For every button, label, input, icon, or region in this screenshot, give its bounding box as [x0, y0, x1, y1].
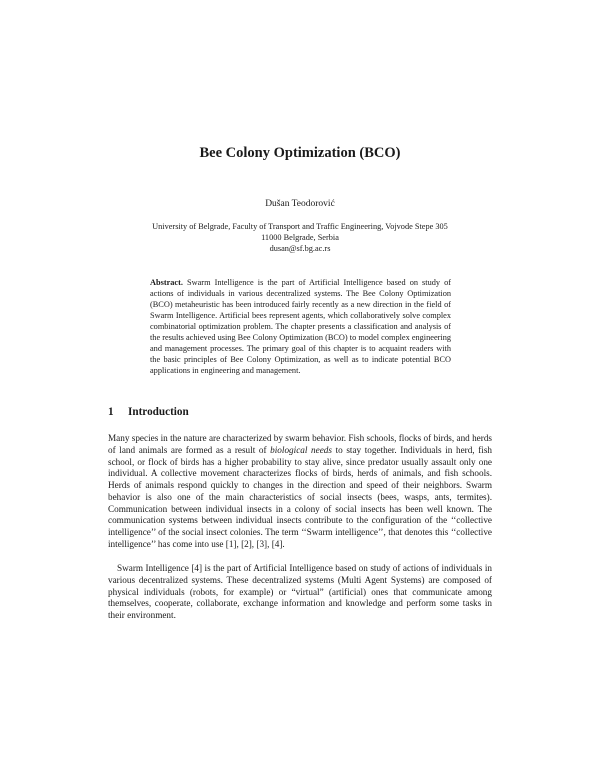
author-name: Dušan Teodorović — [265, 199, 335, 209]
intro-p1-emphasis: biological needs — [270, 444, 332, 455]
intro-p1-part1: Many species in the nature are characterized by swarm behavior. Fish schools, flocks of birds, and herds of land animals are formed as a result of — [108, 433, 492, 455]
affiliation-institution: University of Belgrade, Faculty of Transport and Traffic Engineering, Vojvode Stepe 305 — [152, 222, 448, 231]
intro-paragraph-1 — [108, 433, 492, 551]
paper-title: Bee Colony Optimization (BCO) — [199, 145, 401, 161]
affiliation-block — [0, 221, 600, 254]
affiliation-city: 11000 Belgrade, Serbia — [261, 233, 339, 242]
abstract — [150, 278, 451, 377]
author-email[interactable]: dusan@sf.bg.ac.rs — [269, 244, 331, 253]
abstract-label: Abstract. — [150, 278, 183, 287]
section-title: Introduction — [128, 406, 189, 418]
intro-paragraph-2: Swarm Intelligence [4] is the part of Artificial Intelligence based on study of actions of individuals in various decentralized systems. These decentralized systems (Multi Agent Systems) are composed of physical individuals (robots, for example) or “virtual” (artificial) ones that communicate among themselves, cooperate, collaborate, exchange information and knowledge and perform some tasks in their environment. — [108, 563, 492, 620]
section-number: 1 — [108, 406, 114, 418]
section-heading — [108, 406, 189, 418]
intro-p1-part2: to stay together. Individuals in herd, fish school, or flock of birds has a higher probability to stay alive, since predator usually assault only one individual. A collective movement characterizes flocks of birds, herds of animals, and fish schools. Herds of animals respond quickly to changes in the direction and speed of their neighbors. Swarm behavior is also one of the main characteristics of social insects (bees, wasps, ants, termites). Communication between individual insects in a colony of social insects has been well known. The communication systems between individual insects contribute to the configuration of the ‘‘collective intelligence’’ of the social insect colonies. The term ‘‘Swarm intelligence’’, that denotes this ‘‘collective intelligence’’ has come into use [1], [2], [3], [4]. — [108, 444, 493, 549]
abstract-text: Swarm Intelligence is the part of Artificial Intelligence based on study of actions of individuals in various decentralized systems. The Bee Colony Optimization (BCO) metaheuristic has been introduced fairly recently as a new direction in the field of Swarm Intelligence. Artificial bees represent agents, which collaboratively solve complex combinatorial optimization problem. The chapter presents a classification and analysis of the results achieved using Bee Colony Optimization (BCO) to model complex engineering and management processes. The primary goal of this chapter is to acquaint readers with the basic principles of Bee Colony Optimization, as well as to indicate potential BCO applications in engineering and management. — [150, 278, 451, 375]
